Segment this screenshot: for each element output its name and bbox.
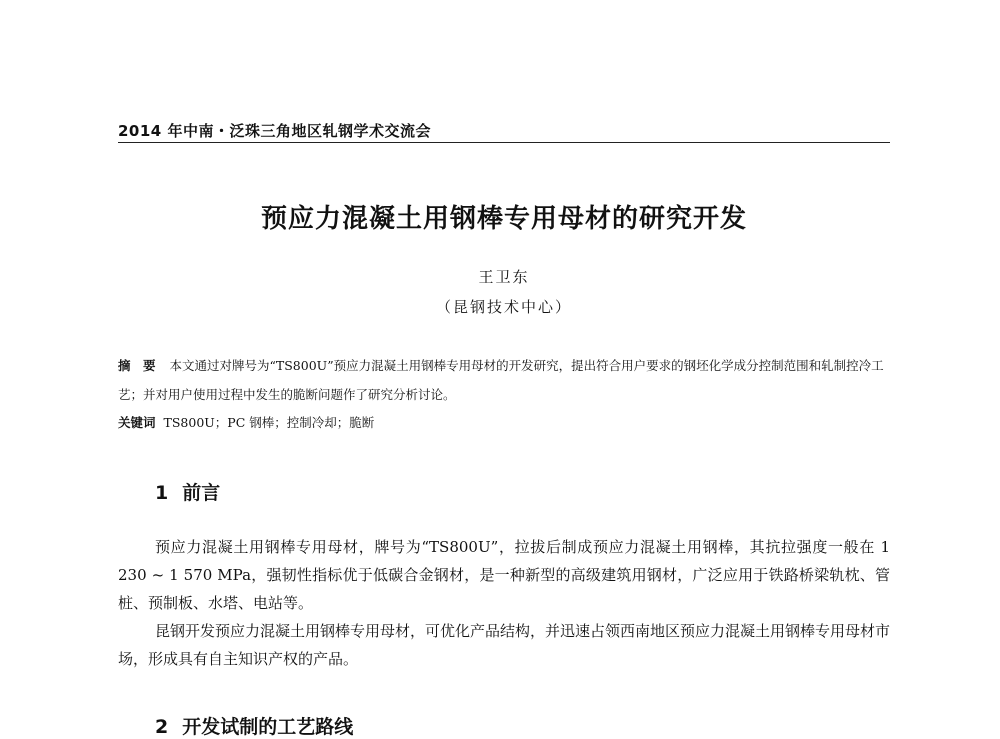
paragraph: 昆钢开发预应力混凝土用钢棒专用母材，可优化产品结构，并迅速占领西南地区预应力混凝土用钢棒专用母材市场，形成具有自主知识产权的产品。 [118, 622, 891, 668]
keywords-label: 关键词 [118, 415, 156, 430]
keywords [118, 413, 890, 433]
section-number: 2 [155, 716, 169, 738]
abstract-text: 本文通过对牌号为“TS800U”预应力混凝土用钢棒专用母材的开发研究，提出符合用户要求的钢坯化学成分控制范围和轧制控冷工艺；并对用户使用过程中发生的脆断问题作了研究分析讨论。 [118, 358, 884, 402]
section-body [118, 533, 890, 673]
section-title: 开发试制的工艺路线 [182, 716, 354, 738]
paragraph: 预应力混凝土用钢棒专用母材，牌号为“TS800U”，拉拔后制成预应力混凝土用钢棒，其抗拉强度一般在 1 230 ~ 1 570 MPa，强韧性指标优于低碳合金钢材，是一种新型的高级建筑用钢材，广泛应用于铁路桥梁轨枕、管桩、预制板、水塔、电站等。 [118, 538, 890, 612]
author-affiliation: （昆钢技术中心） [435, 298, 572, 316]
running-header: 2014 年中南・泛珠三角地区轧钢学术交流会 [118, 122, 431, 140]
author-name: 王卫东 [478, 268, 530, 286]
abstract [118, 351, 890, 409]
section-number: 1 [155, 482, 169, 504]
paper-title: 预应力混凝土用钢棒专用母材的研究开发 [260, 204, 747, 234]
section-heading [155, 478, 220, 505]
section-title: 前言 [182, 482, 221, 504]
header-rule [118, 142, 890, 143]
keywords-text: TS800U；PC 钢棒；控制冷却；脆断 [163, 415, 375, 430]
abstract-label: 摘 要 [118, 358, 156, 373]
